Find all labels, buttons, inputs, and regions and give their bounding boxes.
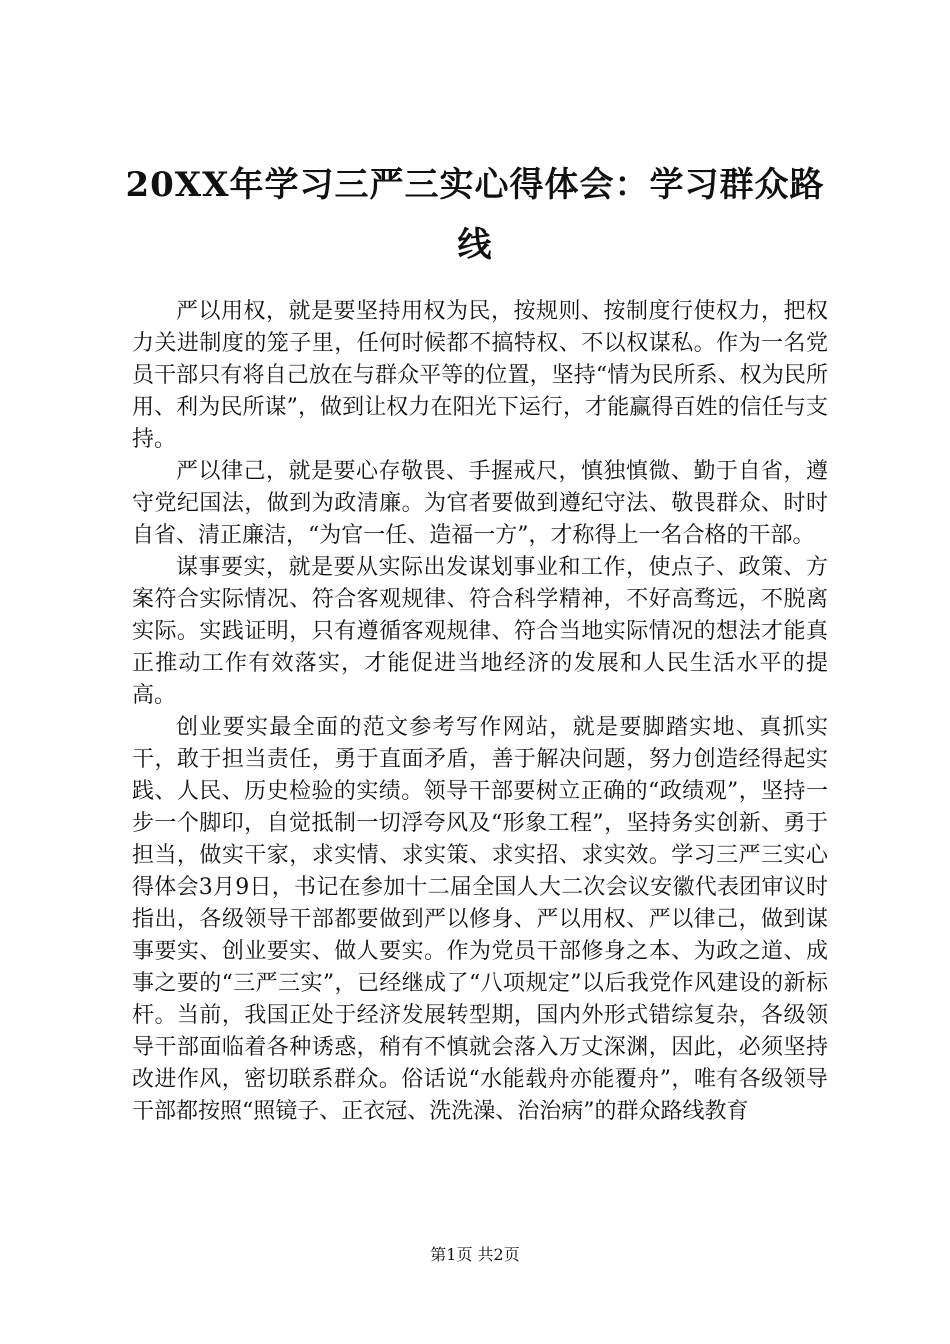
document-body — [132, 296, 828, 1128]
document-title: 20XX年学习三严三实心得体会：学习群众路线 — [125, 165, 825, 265]
paragraph: 严以律己，就是要心存敬畏、手握戒尺，慎独慎微、勤于自省，遵守党纪国法，做到为政清廉。为官者要做到遵纪守法、敬畏群众、时时自省、清正廉洁，“为官一任、造福一方”，才称得上一名合格的干部。 — [132, 459, 828, 548]
paragraph: 创业要实最全面的范文参考写作网站，就是要脚踏实地、真抓实干，敢于担当责任，勇于直面矛盾，善于解决问题，努力创造经得起实践、人民、历史检验的实绩。领导干部要树立正确的“政绩观”，坚持一步一个脚印，自觉抵制一切浮夸风及“形象工程”，坚持务实创新、勇于担当，做实干家，求实情、求实策、求实招、求实效。学习三严三实心得体会3月9日，书记在参加十二届全国人大二次会议安徽代表团审议时指出，各级领导干部都要做到严以修身、严以用权、严以律己，做到谋事要实、创业要实、做人要实。作为党员干部修身之本、为政之道、成事之要的“三严三实”，已经继成了“八项规定”以后我党作风建设的新标杆。当前，我国正处于经济发展转型期，国内外形式错综复杂，各级领导干部面临着各种诱惑，稍有不慎就会落入万丈深渊，因此，必须坚持改进作风，密切联系群众。俗话说“水能载舟亦能覆舟”，唯有各级领导干部都按照“照镜子、正衣冠、洗洗澡、治治病”的群众路线教育 — [132, 715, 828, 1124]
paragraph: 严以用权，就是要坚持用权为民，按规则、按制度行使权力，把权力关进制度的笼子里，任何时候都不搞特权、不以权谋私。作为一名党员干部只有将自己放在与群众平等的位置，坚持“情为民所系、权为民所用、利为民所谋”，做到让权力在阳光下运行，才能赢得百姓的信任与支持。 — [132, 299, 828, 452]
paragraph: 谋事要实，就是要从实际出发谋划事业和工作，使点子、政策、方案符合实际情况、符合客观规律、符合科学精神，不好高骛远，不脱离实际。实践证明，只有遵循客观规律、符合当地实际情况的想法才能真正推动工作有效落实，才能促进当地经济的发展和人民生活水平的提高。 — [132, 555, 828, 708]
page-number-footer: 第1页 共2页 — [430, 1245, 520, 1264]
